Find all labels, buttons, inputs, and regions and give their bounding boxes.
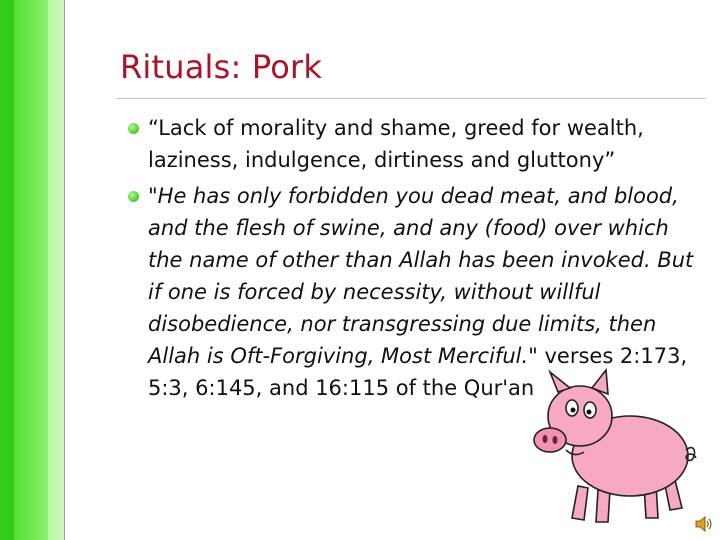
quran-quote: "He has only forbidden you dead meat, and blood, and the flesh of swine, and any (food) over which the name of other than Allah has been invoked. But if one is forced by necessity, without willful disobedience, nor transgressing due limits, then Allah is Oft-Forgiving, Most Merciful."	[148, 184, 694, 368]
title-divider	[116, 98, 706, 99]
bullet-list	[128, 112, 708, 404]
bullet-item	[128, 112, 708, 176]
left-green-band	[0, 0, 14, 540]
bullet-text: “Lack of morality and shame, greed for wealth, laziness, indulgence, dirtiness and gluttony”	[148, 116, 644, 172]
speaker-icon[interactable]	[694, 514, 714, 534]
bullet-dot-icon	[128, 191, 139, 202]
verse-reference: verses 2:173, 5:3, 6:145, and 16:115 of the Qur'an	[148, 344, 688, 400]
bullet-dot-icon	[128, 123, 139, 134]
slide-title: Rituals: Pork	[120, 48, 323, 86]
left-green-gradient-band	[14, 0, 48, 540]
pig-icon	[526, 368, 702, 528]
